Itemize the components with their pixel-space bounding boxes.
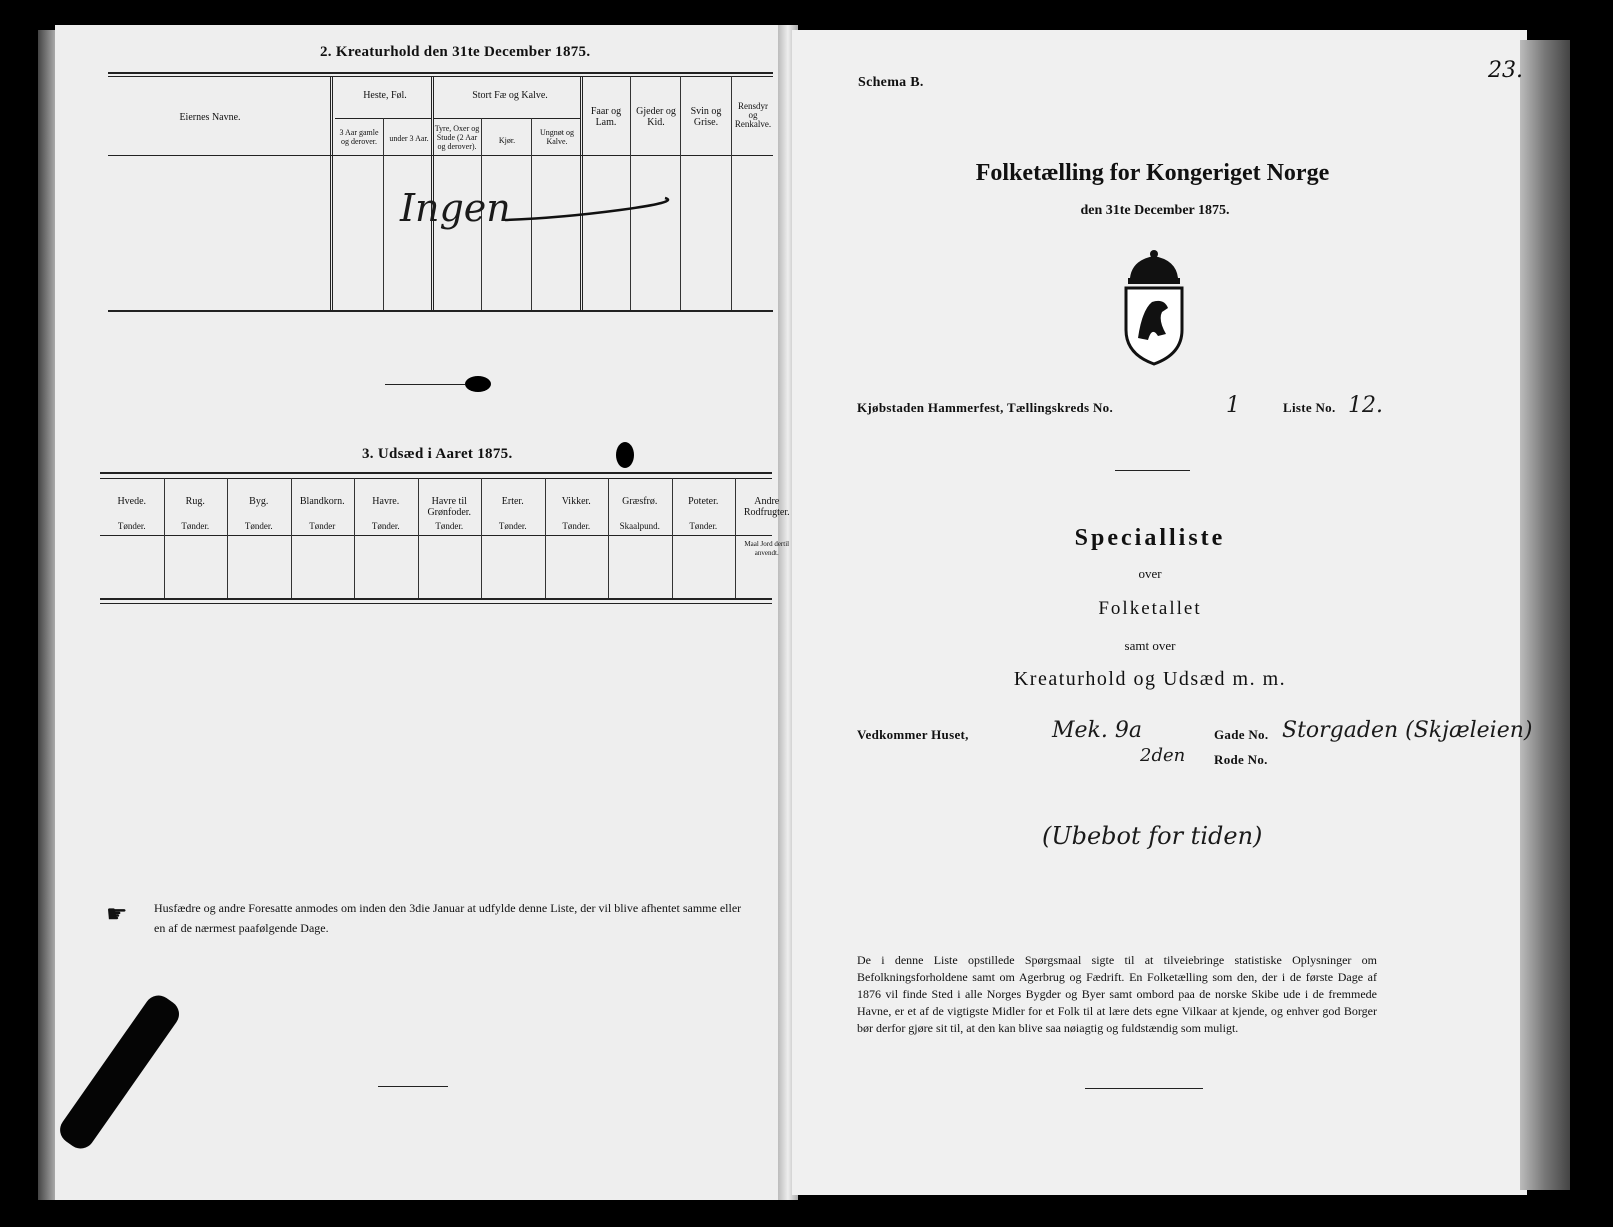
udsaed-col-unit: Tønder. — [371, 521, 400, 531]
col-cattle-c: Ungnøt og Kalve. — [540, 128, 574, 146]
col-goats: Gjeder og Kid. — [636, 106, 676, 128]
kjobstad-label: Kjøbstaden Hammerfest, Tællingskreds No. — [857, 400, 1113, 415]
census-date: den 31te December 1875. — [1080, 203, 1230, 218]
col-cattle-b: Kjør. — [498, 136, 516, 145]
page-number: 23. — [1488, 58, 1523, 83]
gade-value: Storgaden (Skjæleien) — [1282, 718, 1533, 743]
table2-vline — [164, 478, 165, 598]
handwritten-note: (Ubebot for tiden) — [1042, 822, 1263, 850]
udsaed-col-unit: Tønder. — [244, 521, 273, 531]
table1-header-rule — [108, 155, 773, 156]
col-horses-a: 3 Aar gamle og derover. — [339, 128, 379, 146]
udsaed-col-unit: Tønder. — [117, 521, 146, 531]
udsaed-col-label: Rug. — [185, 496, 205, 507]
divider-rule — [385, 384, 465, 385]
coat-of-arms-icon — [1118, 250, 1190, 368]
udsaed-col-label: Poteter. — [688, 496, 719, 507]
table2-bottom-rule — [100, 598, 772, 600]
udsaed-col-unit: Tønder. — [435, 521, 464, 531]
liste-label: Liste No. — [1283, 400, 1336, 415]
footer-text: De i denne Liste opstillede Spørgsmaal sigte til at tilveiebringe statistiske Oplysninger om Befolkningsforholdene samt om Agerbrug og Fædrift. En Folketælling som den, der i de første Dage af 1876 vil finde Sted i alle Norges Bygder og Byer samt ombord paa de norske Skibe ude i de fremmede Havne, er et af de vigtigste Midler for et Folk til at lære dets egne Vilkaar at kjende, og enhver god Borger bør derfor gjøre sit til, at den kan blive saa nøiagtig og fuldstændig som muligt. — [857, 953, 1377, 1035]
table2-vline — [418, 478, 419, 598]
table1-top-rule-2 — [108, 76, 773, 77]
udsaed-col-label: Græsfrø. — [622, 496, 658, 507]
udsaed-col-label: Havre til Grønfoder. — [427, 496, 472, 518]
table2-top-rule — [100, 472, 772, 474]
schema-label: Schema B. — [858, 75, 924, 90]
ink-blot — [616, 442, 634, 468]
table2-bottom-rule-2 — [100, 603, 772, 604]
bottom-rule — [378, 1086, 448, 1087]
vedkommer-label: Vedkommer Huset, — [857, 727, 969, 742]
cattle-subrule — [433, 118, 581, 119]
short-rule — [1115, 470, 1190, 471]
col-pigs: Svin og Grise. — [690, 106, 722, 128]
udsaed-col-unit: Maal Jord dertil anvendt. — [744, 540, 790, 557]
table2-vline — [735, 478, 736, 598]
udsaed-col-label: Erter. — [501, 496, 524, 507]
main-title: Folketælling for Kongeriget Norge — [975, 160, 1330, 186]
over-text: over — [1138, 566, 1162, 581]
kreaturhold-text: Kreaturhold og Udsæd m. m. — [1013, 668, 1287, 690]
table2-vline — [608, 478, 609, 598]
table2-vline — [545, 478, 546, 598]
col-horses-header: Heste, Føl. — [363, 90, 407, 101]
handwritten-stroke — [500, 190, 670, 230]
col-reindeer: Rensdyr og Renkalve. — [734, 101, 772, 129]
rode-value: 2den — [1140, 745, 1186, 766]
vedkommer-value: Mek. 9a — [1052, 718, 1142, 743]
col-cattle-a: Tyre, Oxer og Stude (2 Aar og derover). — [434, 124, 480, 151]
table2-vline — [291, 478, 292, 598]
udsaed-col-unit: Tønder. — [689, 521, 718, 531]
liste-number: 12. — [1348, 393, 1383, 418]
table1-vline — [383, 118, 384, 310]
section2-title: 2. Kreaturhold den 31te December 1875. — [320, 44, 591, 60]
rode-label: Rode No. — [1214, 752, 1268, 767]
handwritten-entry: Ingen — [400, 186, 511, 230]
udsaed-col-label: Hvede. — [117, 496, 147, 507]
table2-vline — [354, 478, 355, 598]
udsaed-col-unit: Tønder. — [181, 521, 210, 531]
udsaed-col-label: Blandkorn. — [299, 496, 345, 507]
table1-vline — [680, 76, 681, 310]
pointing-hand-icon: ☛ — [106, 902, 128, 928]
udsaed-col-label: Byg. — [249, 496, 269, 507]
udsaed-col-label: Vikker. — [561, 496, 591, 507]
footer-rule — [1085, 1088, 1203, 1089]
right-page-edge — [1520, 40, 1570, 1190]
gade-label: Gade No. — [1214, 727, 1269, 742]
table1-vline — [731, 76, 732, 310]
udsaed-col-label: Havre. — [372, 496, 400, 507]
udsaed-col-unit: Tønder. — [498, 521, 527, 531]
samt-over-text: samt over — [1124, 638, 1176, 653]
table1-vline — [330, 76, 333, 310]
specialliste-title: Specialliste — [1074, 525, 1226, 551]
left-notice: Husfædre og andre Foresatte anmodes om inden den 3die Januar at udfylde denne Liste, der vil blive afhentet samme eller en af de nærmest paafølgende Dage. — [154, 901, 742, 935]
ink-blot — [465, 376, 491, 392]
col-horses-b: under 3 Aar. — [389, 134, 429, 143]
table2-vline — [227, 478, 228, 598]
table1-top-rule — [108, 72, 773, 74]
udsaed-col-unit: Tønder. — [562, 521, 591, 531]
table2-vline — [481, 478, 482, 598]
col-sheep: Faar og Lam. — [590, 106, 622, 128]
udsaed-col-unit: Skaalpund. — [619, 521, 660, 531]
table2-vline — [672, 478, 673, 598]
udsaed-col-label: Andre Rodfrugter. — [743, 496, 790, 518]
section3-title: 3. Udsæd i Aaret 1875. — [362, 446, 513, 462]
kreds-number: 1 — [1226, 393, 1240, 418]
udsaed-col-unit: Tønder — [309, 521, 336, 531]
table1-bottom-rule — [108, 310, 773, 312]
col-owner-header: Eiernes Navne. — [179, 112, 241, 123]
folketallet-text: Folketallet — [1098, 598, 1202, 619]
col-cattle-header: Stort Fæ og Kalve. — [472, 90, 548, 101]
